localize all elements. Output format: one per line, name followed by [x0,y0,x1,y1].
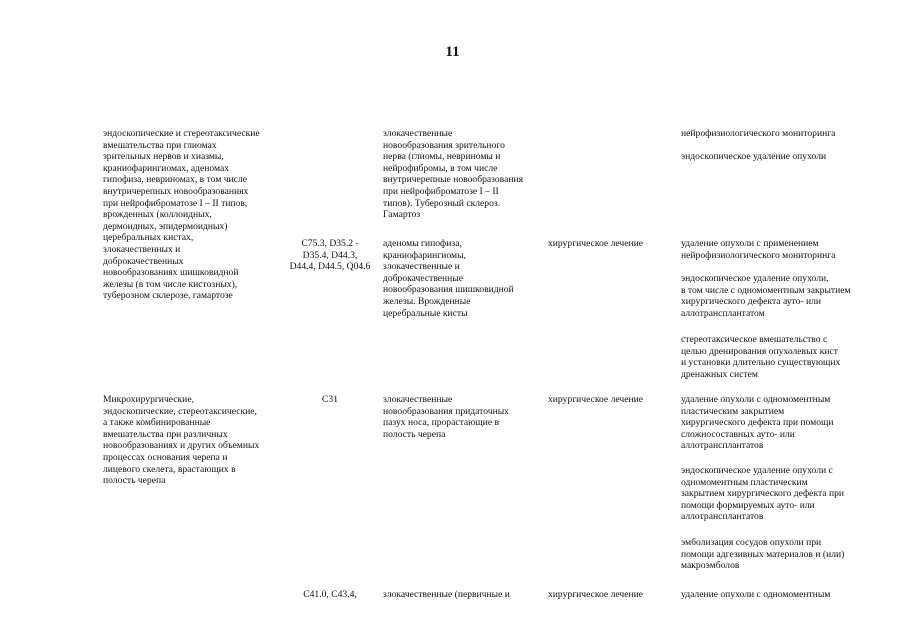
patient-model-text: злокачественные новообразования придаточных пазух носа, прорастающие в полость черепа [383,394,509,440]
icd-codes-text: C75.3, D35.2 - D35.4, D44.3, D44.4, D44.5, Q04.6 [289,238,371,273]
icd-codes-text: C31 [322,394,338,405]
treatment-method-text: нейрофизиологического мониторинга [681,128,836,139]
treatment-method-text: удаление опухоли с применением нейрофизиологического мониторинга [681,238,836,261]
page-number: 11 [445,44,460,60]
treatment-method-text: стереотаксическое вмешательство с целью дренирования опухолевых кист и установки длительно существующих дренажных систем [681,334,841,380]
treatment-method-text: эмболизация сосудов опухоли при помощи адгезивных материалов и (или) макроэмболов [681,537,845,572]
icd-codes-text: C41.0, C43.4, [303,589,357,600]
diagnosis-text: Микрохирургические, эндоскопические, стереотаксические, а также комбинированные вмешательства при различных новообразованиях и других объемных процессах основания черепа и лицевого скелета, врастающих в полость черепа [103,394,260,487]
patient-model-text: злокачественные новообразования зрительного нерва (глиомы, невриномы и нейрофибромы, в том числе внутричерепные новообразования при нейрофиброматозе I – II типов). Туберозный склероз. Гамартоз [383,128,524,221]
treatment-method-text: эндоскопическое удаление опухоли, в том числе с одномоментным закрытием хирургического дефекта ауто- или аллотрансплантатом [681,273,851,319]
treatment-method-text: эндоскопическое удаление опухоли [681,151,827,162]
patient-model-text: злокачественные (первичные и [383,589,510,600]
treatment-method-text: удаление опухоли с одномоментным пластическим закрытием хирургического дефекта при помощи сложносоставных ауто- или аллотрансплантатов [681,394,834,452]
treatment-method-text: эндоскопическое удаление опухоли с одномоментным пластическим закрытием хирургического дефекта при помощи формируемых ауто- или аллотрансплантатов [681,465,845,523]
patient-model-text: аденомы гипофиза, краниофарингиомы, злокачественные и доброкачественные новообразования шишковидной железы. Врожденные церебральные кисты [383,238,514,319]
treatment-type-text: хирургическое лечение [548,238,644,249]
treatment-type-text: хирургическое лечение [548,589,644,600]
treatment-method-text: удаление опухоли с одномоментным [681,589,831,600]
diagnosis-text: эндоскопические и стереотаксические вмешательства при глиомах зрительных нервов и хиазмы, краниофарингиомах, аденомах гипофиза, невриномах, в том числе внутричерепных новообразованиях при нейрофиброматозе I – II типов, врожденных (коллоидных, дермоидных, эпидермоидных) церебральных кистах, злокачественных и доброкачественных новообразованиях шишковидной железы (в том числе кистозных), туберозном склерозе, гамартозе [103,128,260,302]
treatment-type-text: хирургическое лечение [548,394,644,405]
